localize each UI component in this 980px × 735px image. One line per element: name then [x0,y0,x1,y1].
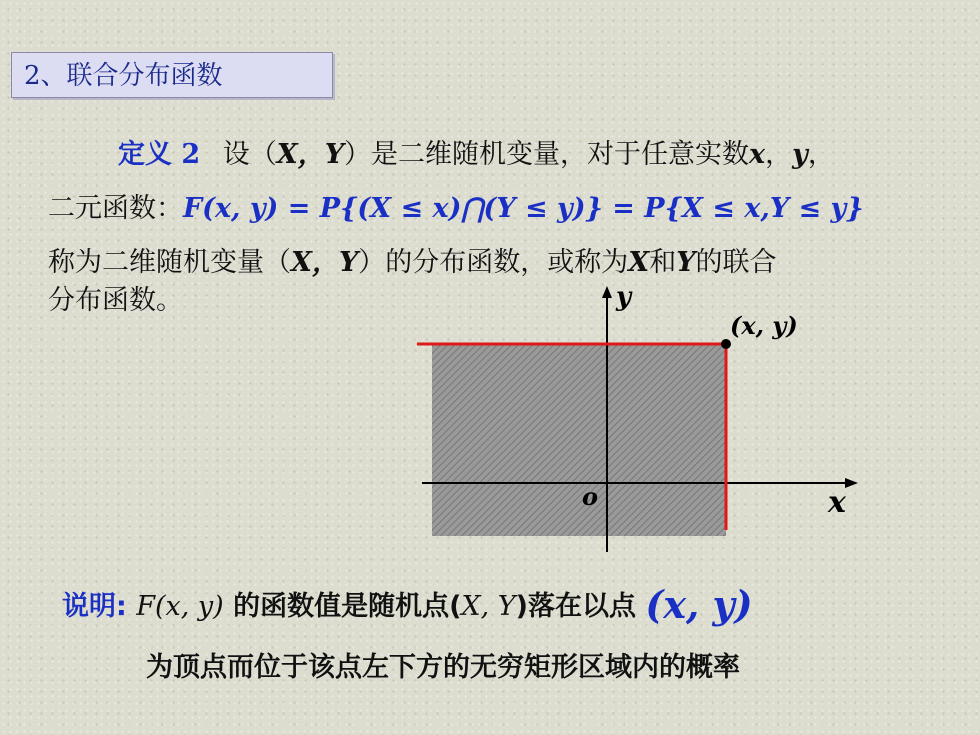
explanation-line-1: 说明: F(x, y) 的函数值是随机点(X, Y)落在以点 (x, y) [62,582,753,627]
y-axis-label: y [616,282,632,312]
shaded-region [432,344,726,536]
point-label: (x, y) [730,311,798,340]
corner-point [721,339,731,349]
definition-line-2: 二元函数：F(x, y) = P{(X ≤ x)⋂(Y ≤ y)} = P{X ≤ x,Y ≤ y} [48,193,864,224]
vertex-point: (x, y) [645,582,753,627]
definition-label: 定义 2 [118,139,201,170]
explanation-label: 说明: [62,591,127,622]
explanation-line-2: 为顶点而位于该点左下方的无穷矩形区域内的概率 [146,652,740,683]
definition-line-4: 分布函数。 [48,285,183,316]
definition-line-1: 定义 2 设（X，Y）是二维随机变量，对于任意实数x，y， [118,139,835,170]
joint-cdf-formula: F(x, y) = P{(X ≤ x)⋂(Y ≤ y)} = P{X ≤ x,Y ≤ y} [183,193,864,224]
x-axis-arrow-icon [845,478,858,488]
section-title: 2、联合分布函数 [11,52,333,98]
y-axis-arrow-icon [602,286,612,298]
definition-line-3: 称为二维随机变量（X，Y）的分布函数，或称为X和Y的联合 [48,247,777,278]
origin-label: o [582,482,599,511]
x-axis-label: x [828,485,846,520]
